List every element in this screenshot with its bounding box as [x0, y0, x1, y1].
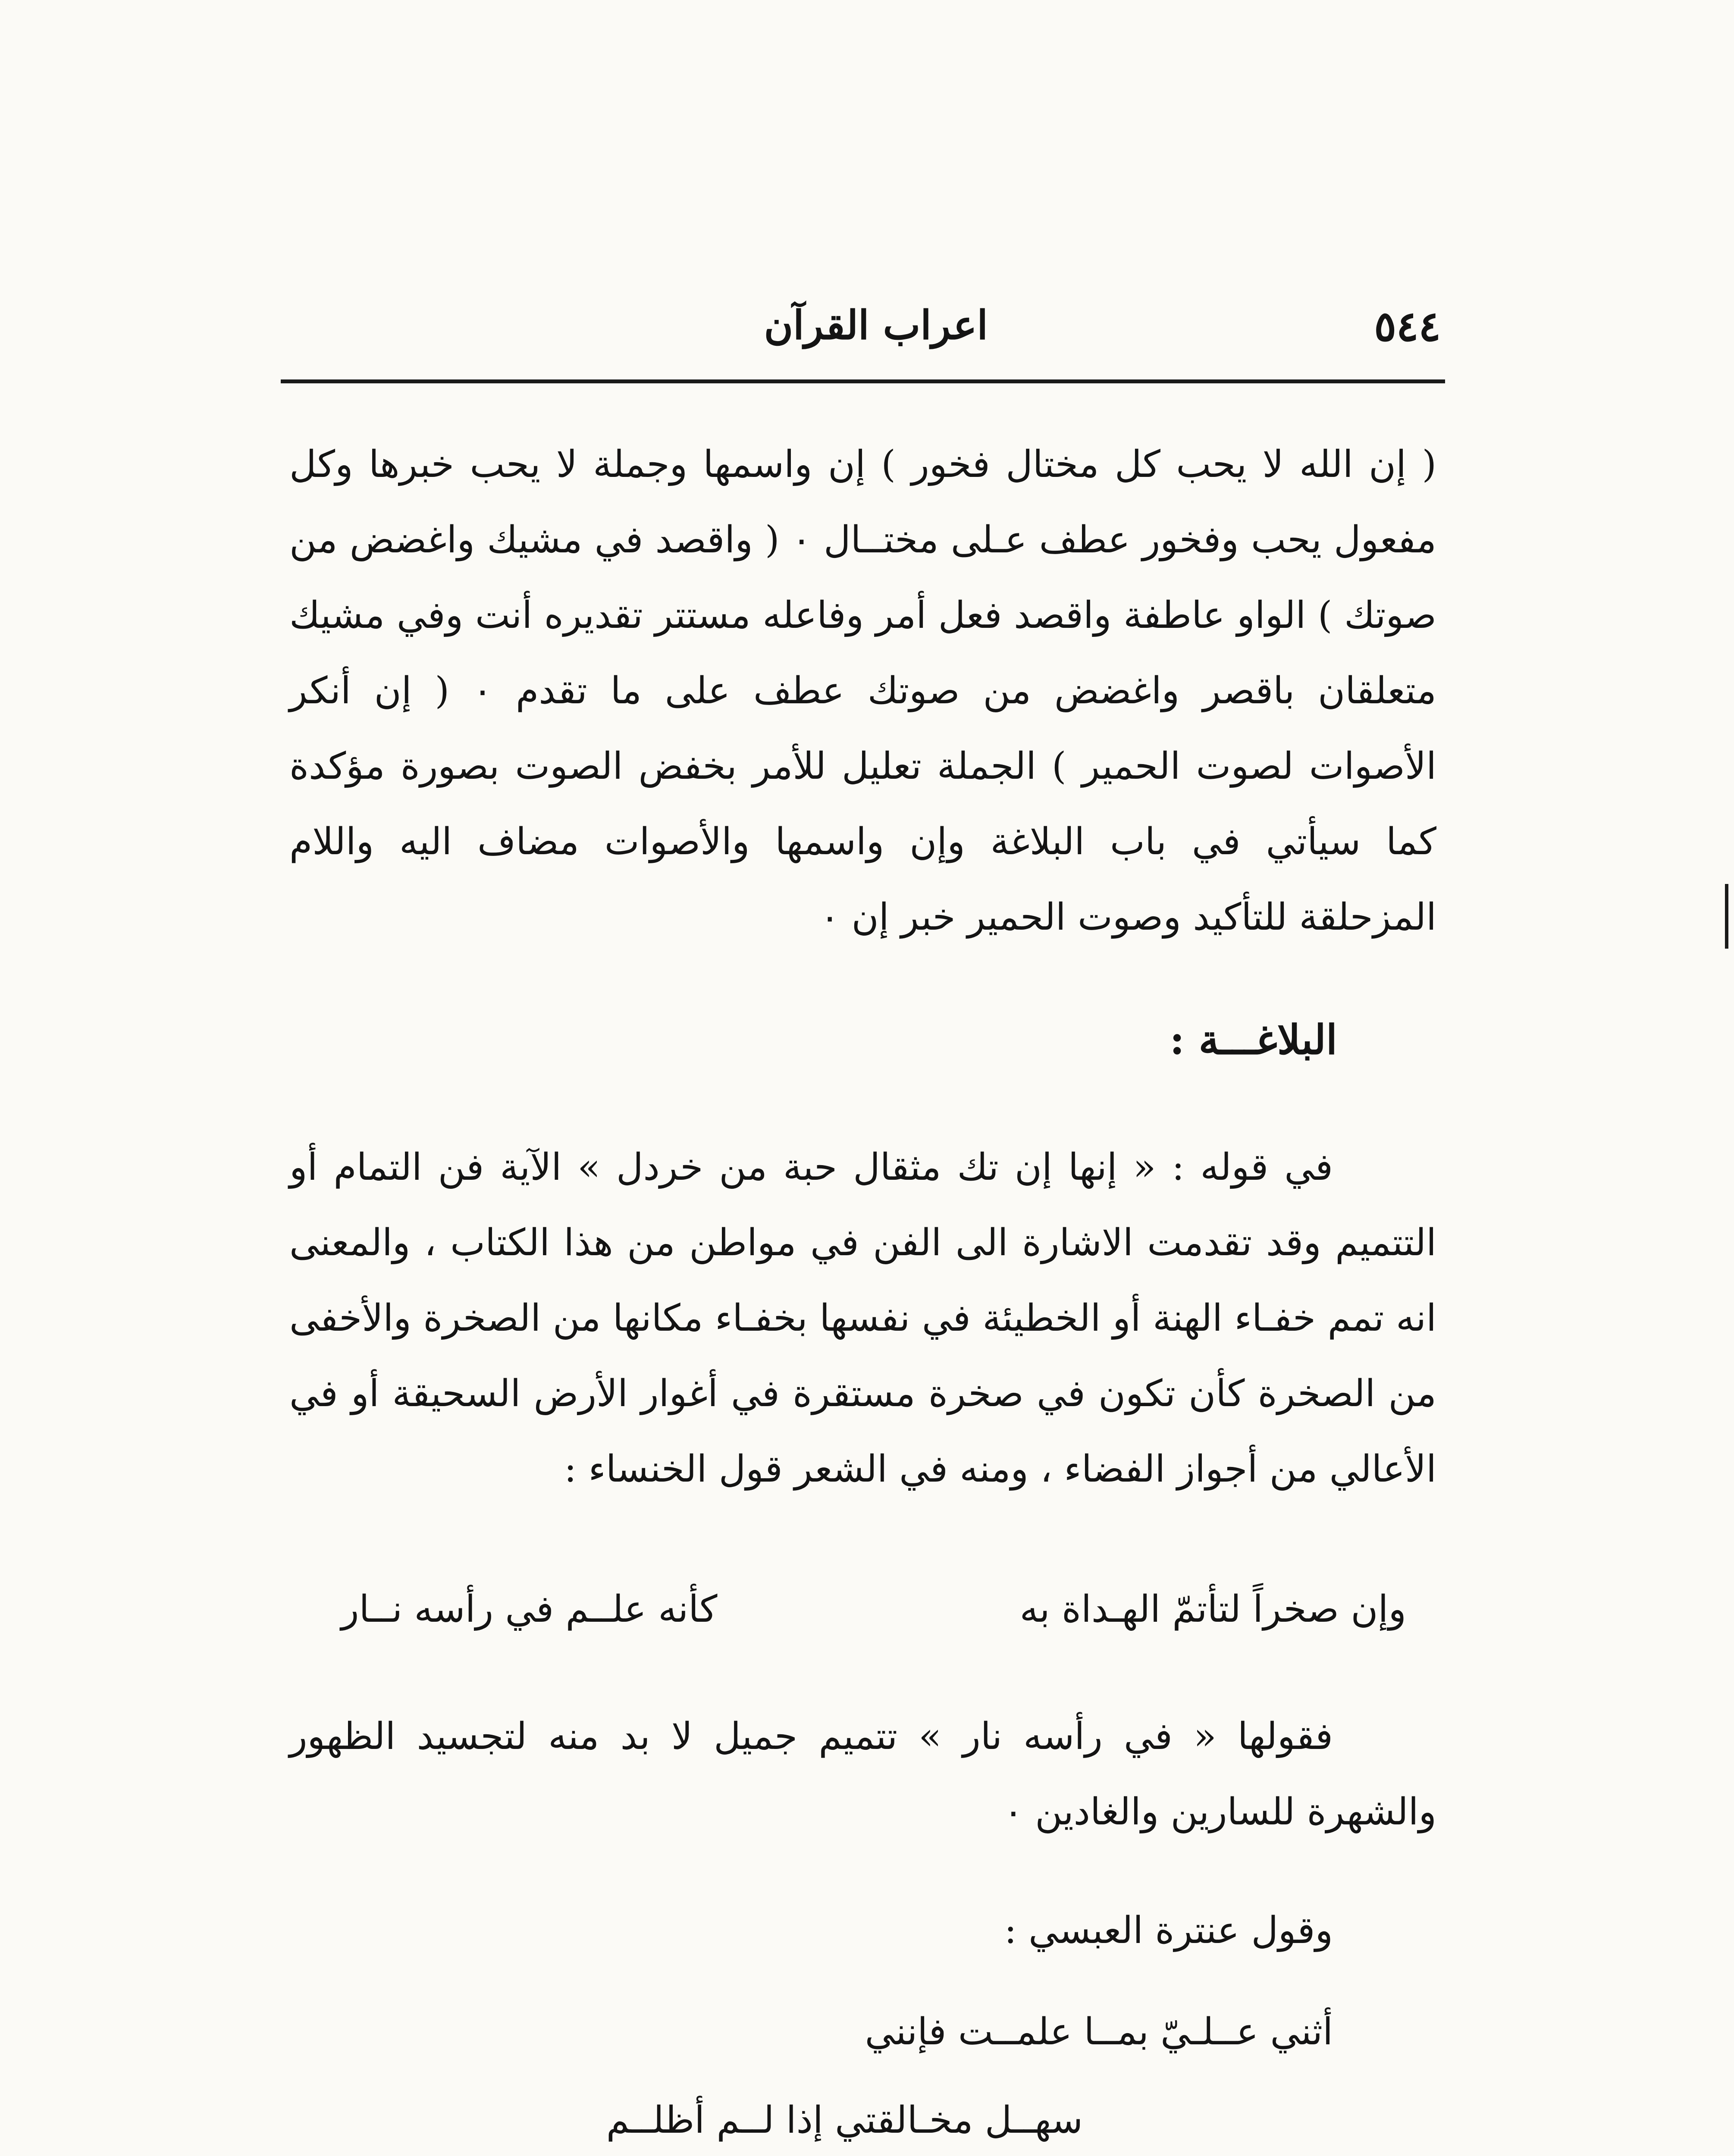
margin-mark	[1725, 884, 1728, 949]
page-body	[289, 427, 1436, 2156]
verse-khansa	[289, 1572, 1436, 1647]
section-heading: البلاغـــة :	[1170, 1016, 1337, 1064]
paragraph-commentary: فقولها « في رأسه نار » تتميم جميل لا بد منه لتجسيد الظهور والشهرة للسارين والغادين ٠	[289, 1715, 1436, 1833]
running-title: اعراب القرآن	[764, 302, 988, 348]
verse-first-hemistich: وإن صخراً لتأتمّ الهـداة به	[1019, 1588, 1406, 1631]
paragraph-rhetoric: في قوله : « إنها إن تك مثقال حبة من خردل » الآية فن التمام أو التتميم وقد تقدمت الاشارة الى الفن في مواطن من هذا الكتاب ، والمعنى انه تمم خفـاء الهنة أو الخطيئة في نفسها بخفـاء مكانها من الصخرة والأخفى من الصخرة كأن تكون في صخرة مستقرة في أغوار الأرض السحيقة أو في الأعالي من أجواز الفضاء ، ومنه في الشعر قول الخنساء :	[289, 1146, 1436, 1491]
paragraph-antara-intro: وقول عنترة العبسي :	[1004, 1909, 1333, 1952]
page-header	[285, 302, 1441, 367]
verse-second-hemistich: كأنه علــم في رأسه نــار	[341, 1588, 718, 1631]
paragraph-grammar: ( إن الله لا يحب كل مختال فخور ) إن واسمها وجملة لا يحب خبرها وكل مفعول يحب وفخور عطف عـلى مختــال ٠ ( واقصد في مشيك واغضض من صوتك ) الواو عاطفة واقصد فعل أمر وفاعله مستتر تقديره أنت وفي مشيك متعلقان باقصر واغضض من صوتك عطف على ما تقدم ٠ ( إن أنكر الأصوات لصوت الحمير ) الجملة تعليل للأمر بخفض الصوت بصورة مؤكدة كما سيأتي في باب البلاغة وإن واسمها والأصوات مضاف اليه واللام المزحلقة للتأكيد وصوت الحمير خبر إن ٠	[289, 443, 1436, 939]
header-rule	[281, 379, 1445, 383]
poem-line-2: سهــل مخـالقتي إذا لــم أظلــم	[606, 2099, 1083, 2142]
poem-line-1: أثني عــلـيّ بمــا علمــت فإنني	[865, 2010, 1333, 2053]
page-number: ٥٤٤	[1374, 302, 1441, 351]
